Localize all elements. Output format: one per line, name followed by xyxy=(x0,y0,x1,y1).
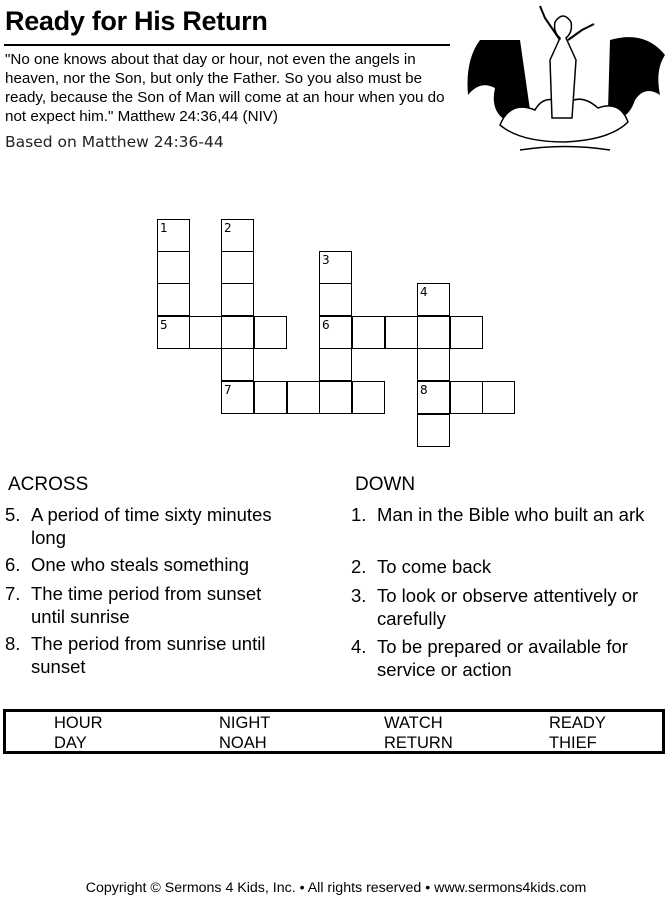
clue-text: Man in the Bible who built an ark xyxy=(377,504,645,525)
clue-line: long xyxy=(31,527,66,548)
crossword-cell[interactable] xyxy=(319,381,352,414)
clue-number: 7 xyxy=(224,383,232,397)
clue-num: 5. xyxy=(5,504,21,525)
crossword-cell[interactable] xyxy=(319,348,352,381)
crossword-cell[interactable] xyxy=(417,316,450,349)
down-clue-1 xyxy=(351,503,671,526)
clue-num: 8. xyxy=(5,633,21,654)
crossword-cell[interactable] xyxy=(287,381,320,414)
clue-number: 3 xyxy=(322,253,330,267)
crossword-cell[interactable] xyxy=(221,348,254,381)
scripture-verse: "No one knows about that day or hour, not even the angels in heaven, nor the Son, but only the Father. So you also must be ready, because the Son of Man will come at an hour when you do not expect him." Matthew 24:36,44 (NIV) xyxy=(5,51,445,125)
clue-number: 8 xyxy=(420,383,428,397)
clue-number: 4 xyxy=(420,285,428,299)
crossword-cell[interactable] xyxy=(319,316,352,349)
clue-text xyxy=(31,632,265,678)
clue-num: 6. xyxy=(5,554,21,575)
clue-line: To look or observe attentively or xyxy=(377,585,639,606)
crossword-cell[interactable] xyxy=(221,283,254,316)
across-heading: ACROSS xyxy=(8,474,89,495)
across-clue-5 xyxy=(5,503,335,549)
clue-text: One who steals something xyxy=(31,554,250,575)
crossword-cell[interactable] xyxy=(417,283,450,316)
clue-line: To be prepared or available for xyxy=(377,636,628,657)
clue-text: To come back xyxy=(377,556,492,577)
down-heading: DOWN xyxy=(355,474,416,495)
crossword-cell[interactable] xyxy=(157,219,190,252)
crossword-cell[interactable] xyxy=(319,251,352,284)
clue-line: carefully xyxy=(377,608,446,629)
clue-number: 2 xyxy=(224,221,232,235)
crossword-cell[interactable] xyxy=(352,381,385,414)
clue-text xyxy=(31,582,261,628)
crossword-cell[interactable] xyxy=(157,316,190,349)
down-clue-4 xyxy=(351,635,671,681)
clue-num: 2. xyxy=(351,556,367,577)
clue-num: 1. xyxy=(351,504,367,525)
crossword-cell[interactable] xyxy=(417,348,450,381)
clue-line: The period from sunrise until xyxy=(31,633,266,654)
word-bank-item: RETURN xyxy=(384,734,453,752)
crossword-cell[interactable] xyxy=(254,316,287,349)
clue-line: A period of time sixty minutes xyxy=(31,504,272,525)
clue-text xyxy=(377,635,628,681)
word-bank-item: DAY xyxy=(54,734,87,752)
clue-number: 5 xyxy=(160,318,168,332)
word-bank-item: WATCH xyxy=(384,714,443,732)
word-bank-item: HOUR xyxy=(54,714,103,732)
crossword-cell[interactable] xyxy=(221,316,254,349)
based-on-reference: Based on Matthew 24:36-44 xyxy=(5,133,224,151)
across-clue-6 xyxy=(5,553,335,576)
clue-num: 4. xyxy=(351,636,367,657)
crossword-cell[interactable] xyxy=(385,316,418,349)
clue-text xyxy=(377,584,638,630)
crossword-cell[interactable] xyxy=(254,381,287,414)
crossword-cell[interactable] xyxy=(417,414,450,447)
crossword-cell[interactable] xyxy=(450,316,483,349)
clue-number: 1 xyxy=(160,221,168,235)
down-clue-2 xyxy=(351,555,671,578)
clue-number: 6 xyxy=(322,318,330,332)
crossword-cell[interactable] xyxy=(450,381,483,414)
clue-line: until sunrise xyxy=(31,606,130,627)
clue-num: 7. xyxy=(5,583,21,604)
crossword-cell[interactable] xyxy=(482,381,515,414)
word-bank-item: THIEF xyxy=(549,734,597,752)
clue-text xyxy=(31,503,272,549)
down-clue-3 xyxy=(351,584,671,630)
copyright-footer: Copyright © Sermons 4 Kids, Inc. • All rights reserved • www.sermons4kids.com xyxy=(85,880,587,896)
clue-line: service or action xyxy=(377,659,512,680)
clue-line: sunset xyxy=(31,656,86,677)
crossword-cell[interactable] xyxy=(157,251,190,284)
across-clue-8 xyxy=(5,632,335,678)
word-bank-item: NOAH xyxy=(219,734,267,752)
word-bank-item: READY xyxy=(549,714,606,732)
page-title: Ready for His Return xyxy=(5,6,268,36)
across-clue-7 xyxy=(5,582,335,628)
crossword-cell[interactable] xyxy=(417,381,450,414)
crossword-cell[interactable] xyxy=(221,381,254,414)
clue-num: 3. xyxy=(351,585,367,606)
word-bank xyxy=(3,709,665,754)
crossword-cell[interactable] xyxy=(221,219,254,252)
clue-line: The time period from sunset xyxy=(31,583,262,604)
crossword-cell[interactable] xyxy=(157,283,190,316)
crossword-cell[interactable] xyxy=(221,251,254,284)
crossword-cell[interactable] xyxy=(189,316,222,349)
crossword-cell[interactable] xyxy=(352,316,385,349)
word-bank-item: NIGHT xyxy=(219,714,271,732)
crossword-cell[interactable] xyxy=(319,283,352,316)
